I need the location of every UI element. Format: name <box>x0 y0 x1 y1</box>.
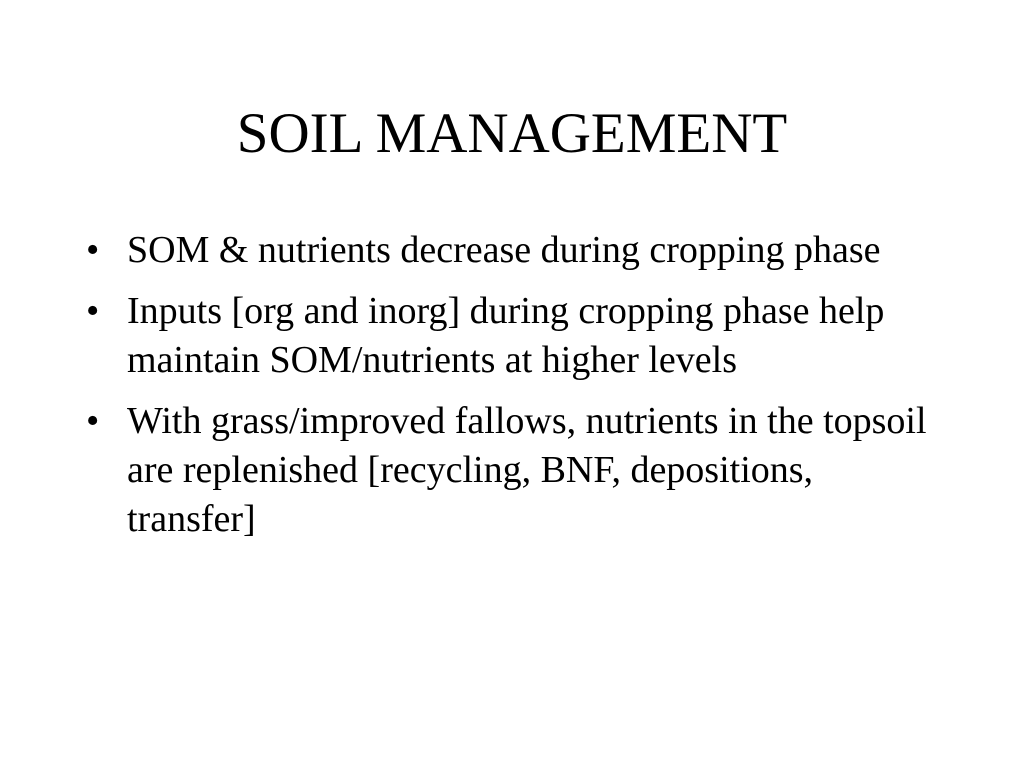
bullet-list <box>86 226 946 556</box>
bullet-icon: • <box>86 400 100 442</box>
bullet-item-3 <box>86 397 946 544</box>
bullet-item-2 <box>86 287 946 385</box>
bullet-icon: • <box>86 229 100 271</box>
bullet-text: With grass/improved fallows, nutrients in the topsoil are replenished [recycling, BNF, depositions, transfer] <box>127 400 927 540</box>
bullet-item-1 <box>86 226 946 275</box>
bullet-text: SOM & nutrients decrease during cropping phase <box>127 229 881 271</box>
bullet-text: Inputs [org and inorg] during cropping phase help maintain SOM/nutrients at higher levels <box>127 290 885 381</box>
bullet-icon: • <box>86 290 100 332</box>
slide-title: SOIL MANAGEMENT <box>236 102 788 165</box>
